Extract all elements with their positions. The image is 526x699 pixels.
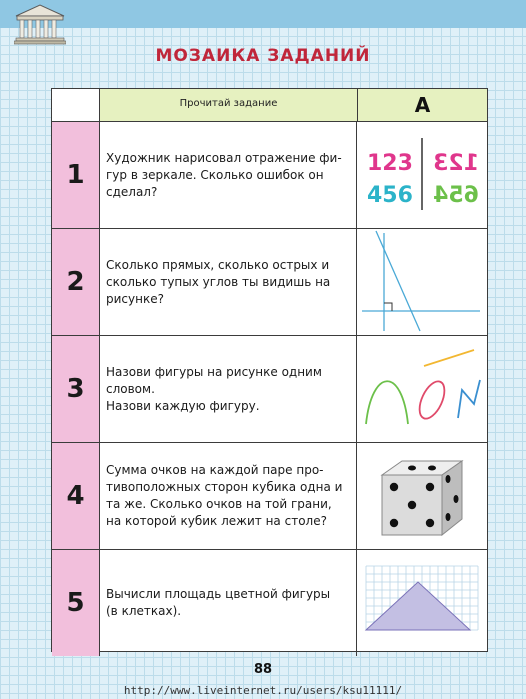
- task-row-4: [52, 443, 487, 550]
- dice-figure: [358, 443, 487, 549]
- task-text-cell: [100, 229, 357, 335]
- task-number: 3: [52, 336, 100, 442]
- task-text: Назови фигуры на рисунке одним словом. Назови каждую фигуру.: [106, 364, 322, 413]
- original-digits-bottom: 456: [367, 183, 413, 208]
- task-text: Сколько прямых, сколько острых и сколько тупых углов ты видишь на рисунке?: [106, 257, 331, 306]
- angles-figure: [358, 229, 487, 335]
- curves-figure: [358, 336, 487, 442]
- grid-triangle-figure: [358, 550, 487, 656]
- task-text-cell: [100, 550, 357, 656]
- header-corner-cell: [52, 89, 100, 121]
- task-text: Художник нарисовал отражение фи- гур в зеркале. Сколько ошибок он сделал?: [106, 150, 342, 199]
- task-text-cell: [100, 336, 357, 442]
- task-text: Вычисли площадь цветной фигуры (в клетках).: [106, 587, 331, 618]
- task-row-5: [52, 550, 487, 656]
- task-row-1: [52, 122, 487, 229]
- page-number: 88: [253, 662, 273, 677]
- greek-temple-logo: [14, 2, 66, 46]
- task-number: 5: [52, 550, 100, 656]
- task-number: 4: [52, 443, 100, 549]
- task-row-3: [52, 336, 487, 443]
- top-band: [0, 0, 526, 28]
- mirrored-digits-bottom: 654: [433, 183, 479, 208]
- task-row-2: [52, 229, 487, 336]
- mirror-digits-figure: [358, 122, 487, 228]
- task-number: 1: [52, 122, 100, 228]
- task-number: 2: [52, 229, 100, 335]
- table-header: [52, 89, 487, 122]
- task-text: Сумма очков на каждой паре про- тивоположных сторон кубика одна и та же. Сколько очков на той грани, на которой кубик лежит на столе?: [106, 463, 343, 528]
- task-text-cell: [100, 122, 357, 228]
- task-table: [51, 88, 488, 652]
- original-digits-top: 123: [367, 151, 413, 176]
- page-title: МОЗАИКА ЗАДАНИЙ: [155, 46, 371, 66]
- header-column-letter: А: [414, 93, 431, 117]
- mirrored-digits-top: 123: [433, 151, 479, 176]
- header-task-label: Прочитай задание: [100, 89, 358, 121]
- task-text-cell: [100, 443, 357, 549]
- watermark-url: http://www.liveinternet.ru/users/ksu11111/: [123, 684, 403, 697]
